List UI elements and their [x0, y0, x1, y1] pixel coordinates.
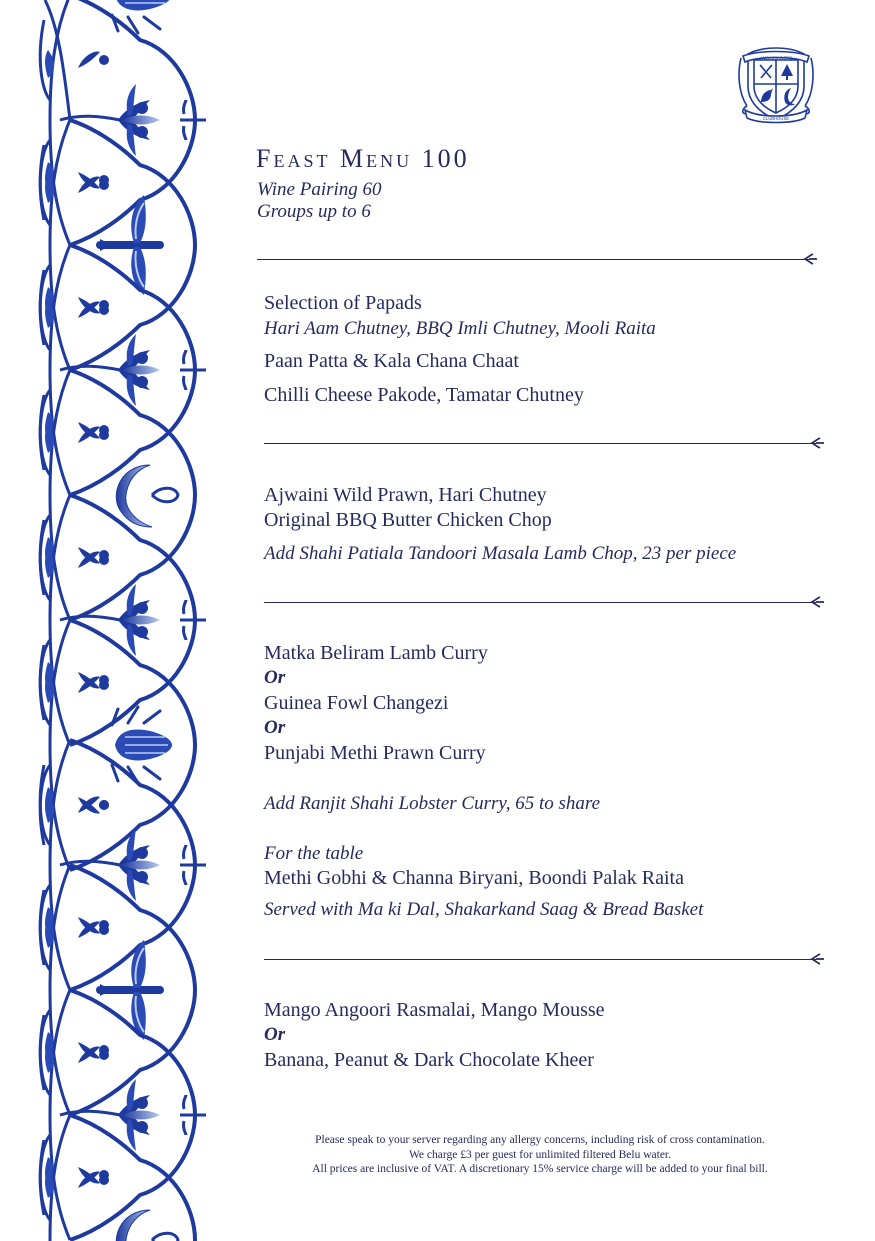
- section-divider: [264, 959, 816, 960]
- section-divider: [264, 602, 816, 603]
- arrow-tip-icon: [803, 252, 817, 266]
- menu-title: Feast Menu 100: [256, 144, 470, 173]
- menu-item-description: Served with Ma ki Dal, Shakarkand Saag & Bread Basket: [264, 899, 704, 920]
- crest-bottom-text: CLUBHOUSE: [762, 116, 790, 121]
- section-divider: [257, 259, 809, 260]
- arrow-tip-icon: [810, 436, 824, 450]
- menu-item-description: Hari Aam Chutney, BBQ Imli Chutney, Mooli Raita: [264, 318, 656, 339]
- menu-item: Mango Angoori Rasmalai, Mango Mousse: [264, 999, 605, 1021]
- menu-item: Punjabi Methi Prawn Curry: [264, 742, 486, 764]
- menu-item-supplement: Add Shahi Patiala Tandoori Masala Lamb Chop, 23 per piece: [264, 543, 737, 564]
- allergy-note: Please speak to your server regarding any allergy concerns, including risk of cross contamination.: [315, 1134, 765, 1146]
- menu-item: Matka Beliram Lamb Curry: [264, 642, 488, 664]
- ornamental-border: [0, 0, 215, 1241]
- water-charge-note: We charge £3 per guest for unlimited filtered Belu water.: [409, 1148, 671, 1161]
- menu-item: Selection of Papads: [264, 292, 422, 314]
- section-divider: [264, 443, 816, 444]
- menu-item: Chilli Cheese Pakode, Tamatar Chutney: [264, 384, 584, 406]
- crest-top-text: AMBASSADORS: [759, 55, 793, 61]
- menu-item: Ajwaini Wild Prawn, Hari Chutney: [264, 484, 547, 506]
- menu-item: Methi Gobhi & Channa Biryani, Boondi Palak Raita: [264, 867, 684, 889]
- menu-item: Banana, Peanut & Dark Chocolate Kheer: [264, 1049, 594, 1071]
- arrow-tip-icon: [810, 595, 824, 609]
- menu-item: Paan Patta & Kala Chana Chaat: [264, 350, 519, 372]
- menu-item: Original BBQ Butter Chicken Chop: [264, 509, 552, 531]
- wine-pairing-price: Wine Pairing 60: [257, 179, 382, 200]
- vat-service-note: All prices are inclusive of VAT. A discretionary 15% service charge will be added to your final bill.: [312, 1163, 768, 1175]
- or-separator: Or: [264, 667, 286, 688]
- or-separator: Or: [264, 717, 286, 738]
- arrow-tip-icon: [810, 952, 824, 966]
- ambassadors-clubhouse-crest-logo: [733, 40, 819, 128]
- group-size-note: Groups up to 6: [257, 201, 371, 222]
- for-the-table-label: For the table: [264, 843, 364, 864]
- menu-item-supplement: Add Ranjit Shahi Lobster Curry, 65 to share: [264, 793, 601, 814]
- menu-item: Guinea Fowl Changezi: [264, 692, 449, 714]
- footer-notes: [270, 1133, 810, 1177]
- or-separator: Or: [264, 1024, 286, 1045]
